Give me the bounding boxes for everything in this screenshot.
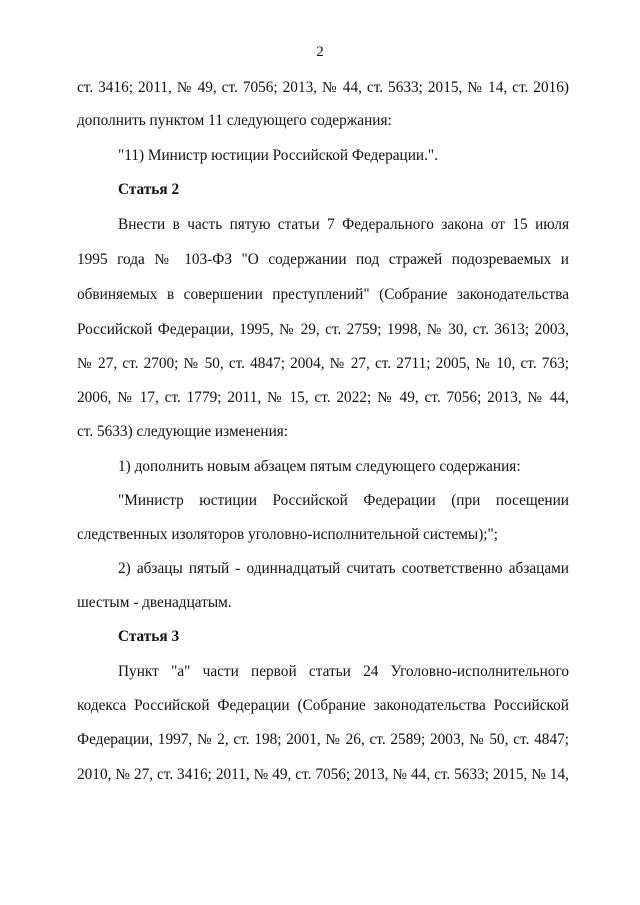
text-line: Пункт "а" части первой статьи 24 Уголовно-исполнительного	[118, 663, 569, 680]
text-line: 2) абзацы пятый - одиннадцатый считать соответственно абзацами	[118, 560, 569, 577]
article-2-heading: Статья 2	[118, 181, 180, 198]
text-line: дополнить пунктом 11 следующего содержания:	[77, 112, 392, 129]
text-line: следственных изоляторов уголовно-исполнительной системы);";	[77, 526, 499, 543]
text-line: ст. 5633) следующие изменения:	[77, 423, 289, 440]
text-line: Федерации, 1997, № 2, ст. 198; 2001, № 26, ст. 2589; 2003, № 50, ст. 4847;	[77, 731, 569, 748]
text-line: 2006, № 17, ст. 1779; 2011, № 15, ст. 2022; № 49, ст. 7056; 2013, № 44,	[77, 389, 569, 406]
text-line: шестым - двенадцатым.	[77, 594, 232, 611]
text-line: Российской Федерации, 1995, № 29, ст. 2759; 1998, № 30, ст. 3613; 2003,	[77, 321, 569, 338]
text-line: обвиняемых в совершении преступлений" (Собрание законодательства	[77, 286, 569, 303]
text-line: 1) дополнить новым абзацем пятым следующего содержания:	[118, 458, 521, 475]
text-line: № 27, ст. 2700; № 50, ст. 4847; 2004, № 27, ст. 2711; 2005, № 10, ст. 763;	[77, 355, 569, 372]
article-3-heading: Статья 3	[118, 628, 180, 645]
text-line: 2010, № 27, ст. 3416; 2011, № 49, ст. 7056; 2013, № 44, ст. 5633; 2015, № 14,	[77, 766, 569, 783]
page-number: 2	[316, 44, 324, 60]
text-line: 1995 года № 103-ФЗ "О содержании под стражей подозреваемых и	[77, 251, 569, 268]
text-line: Внести в часть пятую статьи 7 Федерального закона от 15 июля	[118, 216, 569, 233]
text-line: "Министр юстиции Российской Федерации (при посещении	[118, 492, 569, 509]
text-line: кодекса Российской Федерации (Собрание законодательства Российской	[77, 697, 569, 714]
text-line: "11) Министр юстиции Российской Федерации.".	[118, 147, 439, 164]
text-line: ст. 3416; 2011, № 49, ст. 7056; 2013, № 44, ст. 5633; 2015, № 14, ст. 2016)	[77, 79, 569, 96]
